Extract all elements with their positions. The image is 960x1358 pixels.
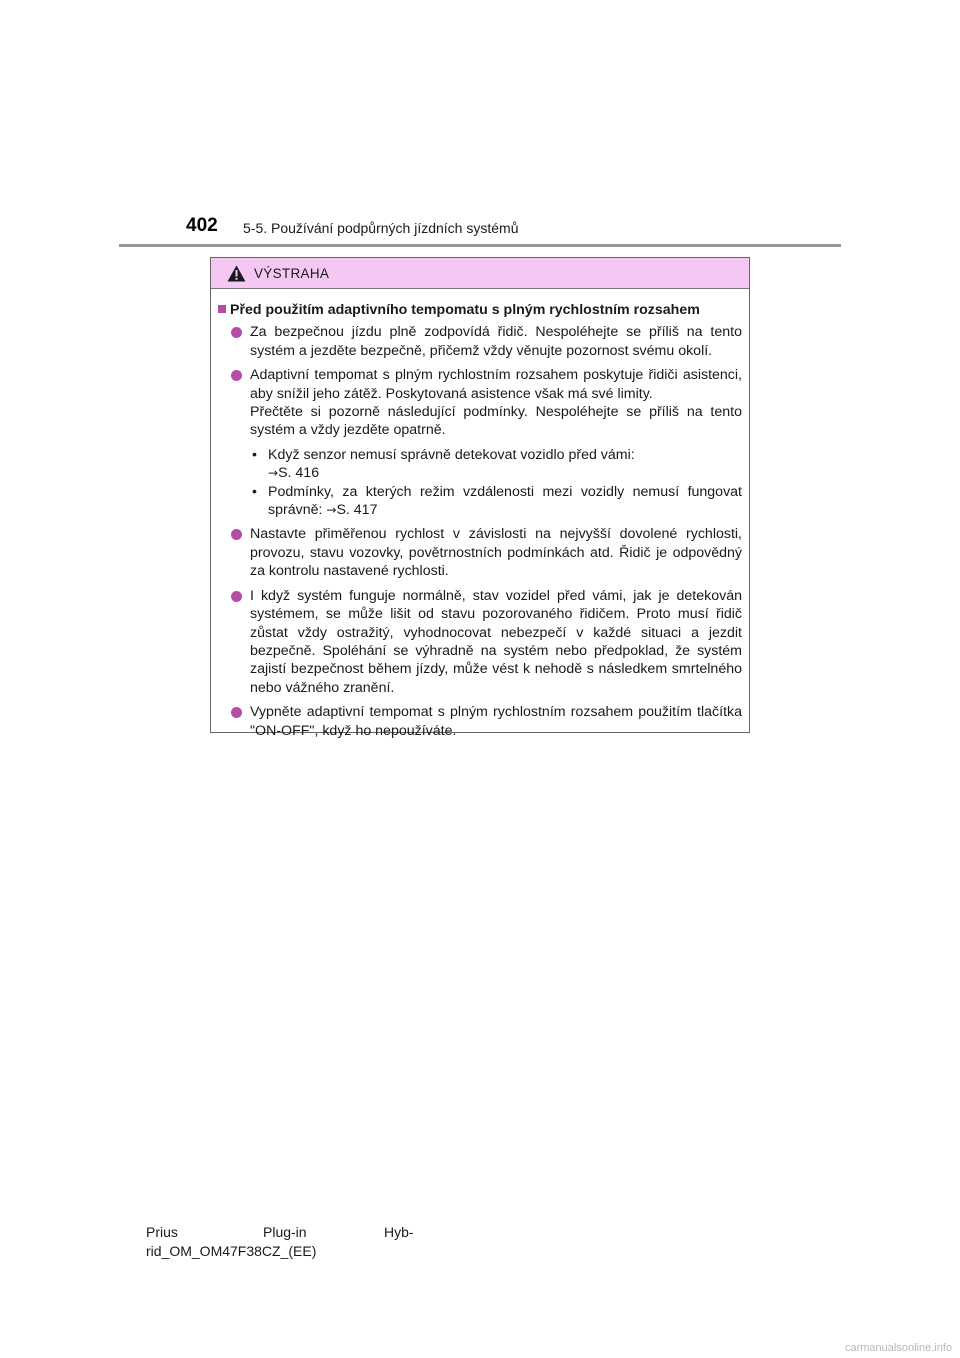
list-item	[218, 366, 742, 519]
bullet-dot-icon	[231, 327, 242, 338]
list-item	[218, 703, 742, 740]
list-item-text: Adaptivní tempomat s plným rychlostním rozsahem poskytuje řidiči asistenci, aby snížil jeho zátěž. Poskytovaná asistence však má své limity.	[250, 367, 742, 402]
warning-header	[211, 258, 749, 289]
section-title: 5-5. Používání podpůrných jízdních systémů	[243, 220, 519, 236]
footer	[146, 1223, 446, 1261]
footer-word: Plug-in	[263, 1224, 307, 1240]
sub-bullet-icon: •	[252, 483, 257, 500]
sub-list-item	[250, 446, 742, 483]
warning-body	[211, 289, 749, 740]
warning-triangle-icon	[227, 265, 246, 282]
arrow-right-icon: →	[268, 466, 279, 481]
page-reference[interactable]	[326, 502, 377, 518]
bullet-dot-icon	[231, 707, 242, 718]
list-item-text: I když systém funguje normálně, stav vozidel před vámi, jak je detekován systémem, se může lišit od stavu pozorovaného řidičem. Proto musí řidič zůstat vždy ostražitý, vyhodnocovat nebezpečí v každé situaci a jezdit bezpečně. Spoléhání se výhradně na systém nebo předpoklad, že systém zajistí bezpečnost během jízdy, může vést k nehodě s následkem smrtelného nebo vážného zranění.	[250, 587, 742, 696]
list-item-text-2: Přečtěte si pozorně následující podmínky. Nespoléhejte se příliš na tento systém a vždy jezděte opatrně.	[250, 404, 742, 439]
warning-heading-text: Před použitím adaptivního tempomatu s plným rychlostním rozsahem	[230, 302, 700, 318]
footer-word: Hyb-	[384, 1224, 414, 1240]
page-number: 402	[186, 215, 218, 236]
warning-heading	[218, 301, 742, 319]
square-bullet-icon	[218, 305, 226, 313]
footer-line-2: rid_OM_OM47F38CZ_(EE)	[146, 1243, 317, 1259]
bullet-dot-icon	[231, 529, 242, 540]
list-item-text: Vypněte adaptivní tempomat s plným rychlostním rozsahem použitím tlačítka "ON-OFF", když ho nepoužíváte.	[250, 704, 742, 739]
footer-line-1	[146, 1223, 446, 1242]
list-item-text: Nastavte přiměřenou rychlost v závislosti na nejvyšší dovolené rychlosti, provozu, stavu vozovky, povětrnostních podmínkách atd. Řidič je odpovědný za kontrolu nastavené rychlosti.	[250, 526, 742, 580]
page-reference[interactable]	[268, 464, 742, 482]
page-reference-text: S. 417	[336, 502, 378, 519]
warning-label: VÝSTRAHA	[254, 265, 330, 281]
sub-list-item	[250, 483, 742, 520]
list-item	[218, 587, 742, 697]
list-item-text: Za bezpečnou jízdu plně zodpovídá řidič. Nespoléhejte se příliš na tento systém a jezděte bezpečně, přičemž vždy věnujte pozornost svému okolí.	[250, 324, 742, 359]
sub-list-item-text: Když senzor nemusí správně detekovat vozidlo před vámi:	[268, 446, 635, 463]
page-reference-text: S. 416	[278, 465, 320, 482]
warning-box	[210, 257, 750, 739]
footer-word: Prius	[146, 1224, 178, 1240]
list-item	[218, 323, 742, 360]
arrow-right-icon: →	[326, 503, 337, 518]
watermark[interactable]: carmanualsonline.info	[844, 1342, 952, 1354]
bullet-dot-icon	[231, 370, 242, 381]
sub-list-item-text: Podmínky, za kterých režim vzdálenosti mezi vozidly nemusí fungovat správně:	[268, 483, 742, 519]
sub-list	[250, 446, 742, 520]
header-divider	[119, 244, 841, 247]
bullet-dot-icon	[231, 591, 242, 602]
list-item	[218, 525, 742, 580]
sub-bullet-icon: •	[252, 446, 257, 463]
